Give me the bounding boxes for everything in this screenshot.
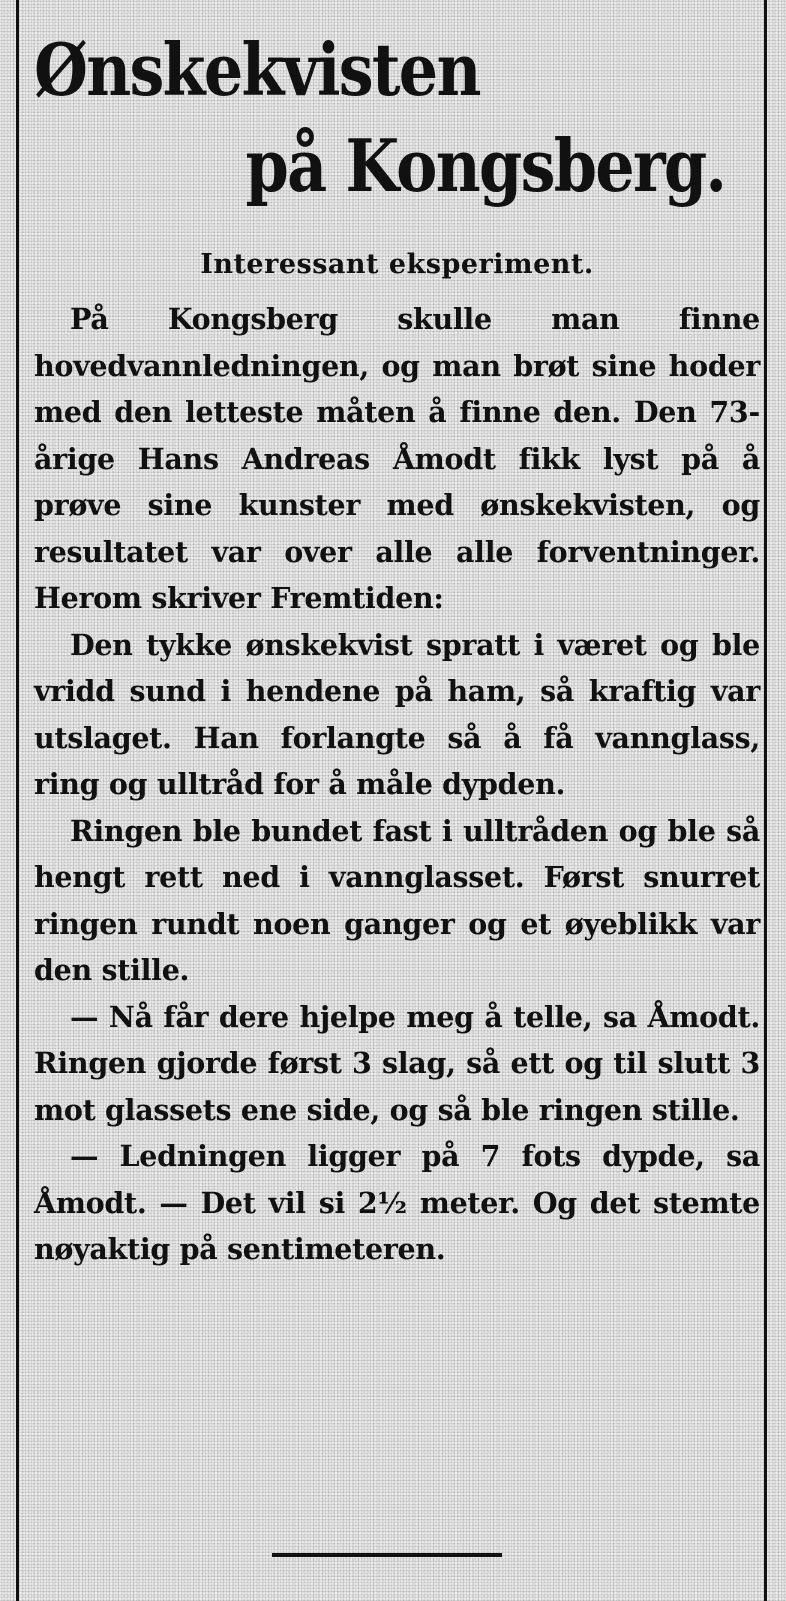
- article-body: [34, 296, 760, 1273]
- headline: [34, 22, 726, 214]
- column-rule-left: [16, 0, 19, 1601]
- paragraph-5: — Ledningen ligger på 7 fots dypde, sa Åmodt. — Det vil si 2½ meter. Og det stemte nøyaktig på sentimeteren.: [34, 1139, 760, 1266]
- paragraph-2: Den tykke ønskekvist spratt i været og ble vridd sund i hendene på ham, så kraftig var utslaget. Han forlangte så å få vannglass, ring og ulltråd for å måle dypden.: [34, 627, 760, 801]
- subheadline: Interessant eksperiment.: [200, 249, 594, 280]
- paragraph-4: — Nå får dere hjelpe meg å telle, sa Åmodt. Ringen gjorde først 3 slag, så ett og til slutt 3 mot glassets ene side, og så ble ringen stille.: [34, 999, 760, 1127]
- headline-line-1: Ønskekvisten: [34, 27, 480, 112]
- paragraph-1: På Kongsberg skulle man finne hovedvannledningen, og man brøt sine hoder med den letteste måten å finne den. Den 73-årige Hans Andreas Åmodt fikk lyst på å prøve sine kunster med ønskekvisten, og resultatet var over alle alle forventninger. Herom skriver Fremtiden:: [34, 302, 760, 615]
- end-of-article-rule: [272, 1553, 502, 1557]
- headline-line-2: på Kongsberg.: [245, 123, 726, 208]
- column-rule-right: [764, 0, 767, 1601]
- paragraph-3: Ringen ble bundet fast i ulltråden og ble så hengt rett ned i vannglasset. Først snurret ringen rundt noen ganger og et øyeblikk var den stille.: [34, 813, 760, 987]
- article-column: [34, 22, 760, 1273]
